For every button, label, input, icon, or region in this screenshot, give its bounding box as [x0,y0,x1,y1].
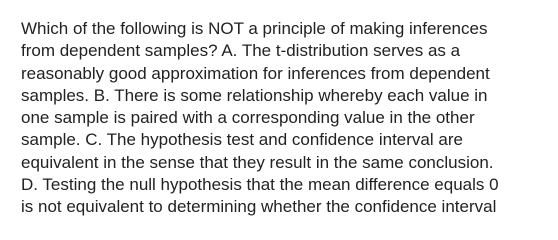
question-line: is not equivalent to determining whether the confidence interval [21,197,497,217]
question-line: one sample is paired with a corresponding value in the other [21,108,475,128]
question-line: equivalent in the sense that they result in the same conclusion. [21,152,494,172]
question-line: Which of the following is NOT a principle of making inferences [21,19,488,38]
question-line: reasonably good approximation for inferences from dependent [21,63,490,83]
question-line: sample. C. The hypothesis test and confidence interval are [21,130,463,150]
question-line: from dependent samples? A. The t-distribution serves as a [21,41,461,61]
question-text [21,18,499,219]
question-line: samples. B. There is some relationship whereby each value in [21,85,488,105]
question-line: D. Testing the null hypothesis that the mean difference equals 0 [21,175,499,195]
